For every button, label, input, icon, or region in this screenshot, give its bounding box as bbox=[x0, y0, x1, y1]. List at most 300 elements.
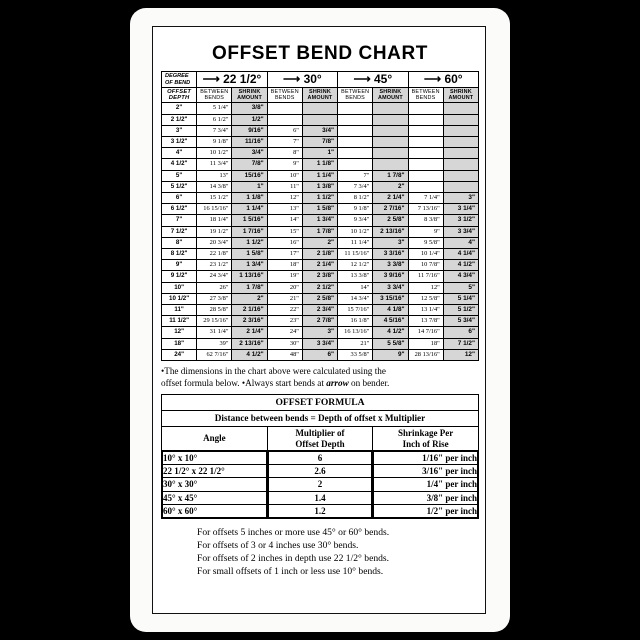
footer-line-4: For small offsets of 1 inch or less use 10° bends. bbox=[197, 566, 384, 578]
cell-between-bends: 14 7/16" bbox=[408, 327, 443, 338]
cell-between-bends: 20 3/4" bbox=[197, 237, 232, 248]
offset-depth-line2: DEPTH bbox=[168, 95, 190, 102]
between-bends-line2: BENDS bbox=[345, 95, 365, 102]
table-row bbox=[162, 204, 479, 215]
between-bends-line1: BETWEEN bbox=[200, 88, 229, 95]
formula-table-body bbox=[162, 395, 479, 519]
cell-shrink-amount: 2 1/2" bbox=[302, 282, 337, 293]
cell-shrink-amount: 1 1/8" bbox=[302, 159, 337, 170]
table-row bbox=[162, 248, 479, 259]
cell-shrink-amount: 2 13/16" bbox=[373, 226, 408, 237]
formula-angle-value: 45° x 45° bbox=[163, 491, 267, 504]
cell-shrink-amount: 1 5/8" bbox=[302, 204, 337, 215]
cell-between-bends bbox=[408, 125, 443, 136]
cell-between-bends: 14 3/4" bbox=[338, 293, 373, 304]
cell-shrink-amount bbox=[443, 136, 478, 147]
note-line2-pre: offset formula below. •Always start bends at bbox=[161, 377, 327, 388]
cell-between-bends: 9" bbox=[267, 159, 302, 170]
page-title: OFFSET BEND CHART bbox=[211, 43, 429, 64]
cell-shrink-amount: 3 3/4" bbox=[373, 282, 408, 293]
cell-shrink-amount bbox=[443, 114, 478, 125]
cell-shrink-amount bbox=[373, 136, 408, 147]
cell-shrink-amount: 15/16" bbox=[232, 170, 267, 181]
cell-between-bends bbox=[338, 136, 373, 147]
cell-between-bends: 13 3/8" bbox=[338, 271, 373, 282]
formula-multiplier-value: 2 bbox=[268, 478, 372, 491]
between-bends-line2: BENDS bbox=[415, 95, 436, 102]
cell-shrink-amount: 1 1/2" bbox=[302, 192, 337, 203]
table-row bbox=[162, 103, 479, 114]
subheader-shrink-amount-60 bbox=[443, 88, 478, 103]
cell-shrink-amount bbox=[373, 103, 408, 114]
between-bends-line2: BENDS bbox=[274, 95, 295, 102]
chart-note-line2 bbox=[161, 378, 479, 390]
cell-between-bends: 13" bbox=[197, 170, 232, 181]
cell-shrink-amount: 2 1/16" bbox=[232, 304, 267, 315]
cell-shrink-amount: 2 5/8" bbox=[373, 215, 408, 226]
subheader-between-bends-45 bbox=[338, 88, 373, 103]
cell-between-bends: 13 7/8" bbox=[408, 316, 443, 327]
shrink-line2: AMOUNT bbox=[307, 95, 333, 102]
cell-shrink-amount: 4" bbox=[443, 237, 478, 248]
cell-between-bends: 28 5/8" bbox=[197, 304, 232, 315]
cell-shrink-amount: 1 5/16" bbox=[232, 215, 267, 226]
cell-between-bends: 7 3/4" bbox=[338, 181, 373, 192]
table-row bbox=[162, 181, 479, 192]
shrink-line2: AMOUNT bbox=[237, 95, 262, 102]
cell-shrink-amount: 4 1/2" bbox=[373, 327, 408, 338]
cell-offset-depth: 11" bbox=[162, 304, 197, 315]
list-item bbox=[163, 452, 267, 465]
cell-shrink-amount bbox=[373, 125, 408, 136]
bend-table-angle-header-row bbox=[162, 72, 479, 88]
footer-guidance bbox=[161, 526, 479, 578]
formula-subtitle: Distance between bends = Depth of offset x Multiplier bbox=[162, 411, 479, 427]
cell-shrink-amount: 1 1/4" bbox=[302, 170, 337, 181]
cell-between-bends bbox=[408, 114, 443, 125]
cell-offset-depth: 12" bbox=[162, 327, 197, 338]
shrinkage-head-line1: Shrinkage Per bbox=[398, 428, 454, 438]
angle-label-60: 60° bbox=[444, 72, 463, 86]
cell-shrink-amount: 1 1/8" bbox=[232, 192, 267, 203]
formula-angle-value: 60° x 60° bbox=[163, 504, 267, 517]
angle-label-30: 30° bbox=[303, 72, 322, 86]
cell-shrink-amount: 4 1/4" bbox=[443, 248, 478, 259]
formula-shrinkage-list bbox=[373, 451, 478, 518]
formula-multiplier-column bbox=[267, 451, 373, 519]
cell-between-bends: 18 1/4" bbox=[197, 215, 232, 226]
table-row bbox=[162, 192, 479, 203]
cell-shrink-amount: 9/16" bbox=[232, 125, 267, 136]
cell-between-bends: 30" bbox=[267, 338, 302, 349]
cell-between-bends: 10 7/8" bbox=[408, 260, 443, 271]
formula-title-row bbox=[162, 395, 479, 411]
table-row bbox=[162, 260, 479, 271]
cell-shrink-amount: 5 1/2" bbox=[443, 304, 478, 315]
formula-angle-value: 22 1/2° x 22 1/2° bbox=[163, 465, 267, 478]
table-row bbox=[162, 136, 479, 147]
cell-shrink-amount bbox=[373, 148, 408, 159]
formula-shrinkage-value: 1/16" per inch bbox=[374, 452, 478, 465]
cell-shrink-amount: 6" bbox=[443, 327, 478, 338]
shrink-line1: SHRINK bbox=[379, 88, 402, 95]
cell-between-bends: 12 5/8" bbox=[408, 293, 443, 304]
cell-shrink-amount bbox=[373, 114, 408, 125]
list-item bbox=[268, 452, 372, 465]
subheader-between-bends-22-5 bbox=[197, 88, 232, 103]
cell-between-bends: 10 1/2" bbox=[197, 148, 232, 159]
cell-offset-depth: 4 1/2" bbox=[162, 159, 197, 170]
cell-between-bends bbox=[408, 148, 443, 159]
cell-shrink-amount: 2" bbox=[302, 237, 337, 248]
cell-shrink-amount: 2 1/8" bbox=[302, 248, 337, 259]
shrink-line1: SHRINK bbox=[309, 88, 331, 95]
bend-table-subheader-row bbox=[162, 88, 479, 103]
cell-between-bends: 9 5/8" bbox=[408, 237, 443, 248]
degree-of-bend-header bbox=[162, 72, 197, 88]
cell-offset-depth: 7 1/2" bbox=[162, 226, 197, 237]
cell-between-bends: 9 1/8" bbox=[197, 136, 232, 147]
formula-angle-value: 10° x 10° bbox=[163, 452, 267, 465]
cell-shrink-amount: 2 1/4" bbox=[373, 192, 408, 203]
cell-between-bends: 7" bbox=[338, 170, 373, 181]
cell-between-bends: 16 1/8" bbox=[338, 316, 373, 327]
cell-shrink-amount: 1 3/8" bbox=[302, 181, 337, 192]
cell-offset-depth: 18" bbox=[162, 338, 197, 349]
multiplier-head-line1: Multiplier of bbox=[295, 428, 345, 438]
subheader-shrink-amount-45 bbox=[373, 88, 408, 103]
cell-between-bends: 6" bbox=[267, 125, 302, 136]
cell-between-bends: 11 3/4" bbox=[197, 159, 232, 170]
cell-shrink-amount bbox=[443, 148, 478, 159]
cell-between-bends: 26" bbox=[197, 282, 232, 293]
cell-offset-depth: 11 1/2" bbox=[162, 316, 197, 327]
cell-between-bends: 12 1/2" bbox=[338, 260, 373, 271]
cell-shrink-amount: 2 3/8" bbox=[302, 271, 337, 282]
cell-shrink-amount: 1" bbox=[302, 148, 337, 159]
cell-between-bends: 33 5/8" bbox=[338, 349, 373, 360]
cell-shrink-amount bbox=[302, 103, 337, 114]
cell-between-bends: 24" bbox=[267, 327, 302, 338]
cell-between-bends: 16" bbox=[267, 237, 302, 248]
cell-offset-depth: 5" bbox=[162, 170, 197, 181]
cell-shrink-amount: 1 7/16" bbox=[232, 226, 267, 237]
cell-between-bends bbox=[408, 159, 443, 170]
cell-between-bends: 9" bbox=[408, 226, 443, 237]
angle-label-22-5: 22 1/2° bbox=[223, 72, 262, 86]
cell-shrink-amount: 5 5/8" bbox=[373, 338, 408, 349]
cell-shrink-amount: 3/4" bbox=[232, 148, 267, 159]
cell-shrink-amount: 5 3/4" bbox=[443, 316, 478, 327]
list-item bbox=[374, 478, 478, 491]
offset-formula-table bbox=[161, 394, 479, 519]
table-row bbox=[162, 159, 479, 170]
cell-between-bends: 7 13/16" bbox=[408, 204, 443, 215]
list-item bbox=[163, 465, 267, 478]
cell-shrink-amount: 5" bbox=[443, 282, 478, 293]
list-item bbox=[268, 504, 372, 517]
table-row bbox=[162, 327, 479, 338]
between-bends-line1: BETWEEN bbox=[411, 88, 440, 95]
cell-shrink-amount: 2 1/4" bbox=[302, 260, 337, 271]
cell-offset-depth: 5 1/2" bbox=[162, 181, 197, 192]
cell-shrink-amount: 1 7/8" bbox=[232, 282, 267, 293]
cell-between-bends: 15 7/16" bbox=[338, 304, 373, 315]
cell-between-bends: 10 1/4" bbox=[408, 248, 443, 259]
cell-between-bends bbox=[338, 103, 373, 114]
degree-of-bend-label-line1: DEGREE bbox=[165, 72, 189, 79]
arrow-right-icon: ⟶ bbox=[423, 72, 442, 87]
cell-shrink-amount: 3 3/4" bbox=[302, 338, 337, 349]
cell-between-bends: 18" bbox=[267, 260, 302, 271]
arrow-right-icon: ⟶ bbox=[353, 72, 371, 87]
cell-between-bends: 8" bbox=[267, 148, 302, 159]
cell-shrink-amount: 3" bbox=[373, 237, 408, 248]
cell-shrink-amount: 3 3/8" bbox=[373, 260, 408, 271]
cell-shrink-amount bbox=[443, 170, 478, 181]
cell-shrink-amount: 5 1/4" bbox=[443, 293, 478, 304]
chart-note-line1: •The dimensions in the chart above were calculated using the bbox=[161, 366, 386, 376]
cell-shrink-amount: 3 9/16" bbox=[373, 271, 408, 282]
formula-col-angle-header: Angle bbox=[162, 427, 268, 451]
cell-between-bends: 21" bbox=[338, 338, 373, 349]
table-row bbox=[162, 349, 479, 360]
chart-note bbox=[161, 366, 479, 389]
cell-offset-depth: 2 1/2" bbox=[162, 114, 197, 125]
formula-shrinkage-value: 1/2" per inch bbox=[374, 504, 478, 517]
shrink-line2: AMOUNT bbox=[377, 95, 403, 102]
cell-offset-depth: 10" bbox=[162, 282, 197, 293]
between-bends-line2: BENDS bbox=[204, 95, 225, 102]
cell-between-bends bbox=[267, 114, 302, 125]
list-item bbox=[268, 478, 372, 491]
formula-col-multiplier-header bbox=[267, 427, 373, 451]
cell-offset-depth: 8" bbox=[162, 237, 197, 248]
cell-between-bends: 27 3/8" bbox=[197, 293, 232, 304]
cell-shrink-amount: 3" bbox=[443, 192, 478, 203]
cell-between-bends: 7" bbox=[267, 136, 302, 147]
shrink-line1: SHRINK bbox=[238, 88, 261, 95]
cell-between-bends: 19" bbox=[267, 271, 302, 282]
cell-between-bends: 10" bbox=[267, 170, 302, 181]
arrow-right-icon: ⟶ bbox=[202, 72, 220, 87]
cell-between-bends: 19 1/2" bbox=[197, 226, 232, 237]
cell-offset-depth: 7" bbox=[162, 215, 197, 226]
cell-shrink-amount: 2 3/16" bbox=[232, 316, 267, 327]
cell-between-bends: 12" bbox=[408, 282, 443, 293]
cell-offset-depth: 2" bbox=[162, 103, 197, 114]
list-item bbox=[268, 491, 372, 504]
cell-shrink-amount: 2 7/16" bbox=[373, 204, 408, 215]
list-item bbox=[163, 491, 267, 504]
cell-offset-depth: 8 1/2" bbox=[162, 248, 197, 259]
cell-shrink-amount: 4 1/8" bbox=[373, 304, 408, 315]
cell-between-bends bbox=[408, 103, 443, 114]
formula-body-row bbox=[162, 451, 479, 519]
cell-between-bends: 18" bbox=[408, 338, 443, 349]
cell-between-bends bbox=[408, 181, 443, 192]
cell-shrink-amount: 1" bbox=[232, 181, 267, 192]
cell-shrink-amount: 1 3/4" bbox=[302, 215, 337, 226]
formula-shrinkage-column bbox=[373, 451, 479, 519]
formula-angle-column bbox=[162, 451, 268, 519]
list-item bbox=[374, 465, 478, 478]
formula-multiplier-value: 1.2 bbox=[268, 504, 372, 517]
angle-header-45 bbox=[338, 72, 408, 88]
cell-between-bends: 21" bbox=[267, 293, 302, 304]
note-line2-post: on bender. bbox=[348, 377, 390, 388]
formula-col-shrinkage-header bbox=[373, 427, 479, 451]
table-row bbox=[162, 148, 479, 159]
cell-shrink-amount: 2 7/8" bbox=[302, 316, 337, 327]
formula-multiplier-value: 6 bbox=[268, 452, 372, 465]
list-item bbox=[268, 465, 372, 478]
cell-between-bends: 22 1/8" bbox=[197, 248, 232, 259]
cell-offset-depth: 4" bbox=[162, 148, 197, 159]
cell-shrink-amount bbox=[443, 159, 478, 170]
cell-shrink-amount: 1 1/4" bbox=[232, 204, 267, 215]
card-border-frame bbox=[152, 26, 486, 614]
formula-shrinkage-value: 3/16" per inch bbox=[374, 465, 478, 478]
cell-between-bends: 15 1/2" bbox=[197, 192, 232, 203]
cell-between-bends: 6 1/2" bbox=[197, 114, 232, 125]
angle-header-30 bbox=[267, 72, 337, 88]
cell-between-bends: 10 1/2" bbox=[338, 226, 373, 237]
cell-offset-depth: 3 1/2" bbox=[162, 136, 197, 147]
footer-line-2: For offsets of 3 or 4 inches use 30° bends. bbox=[197, 540, 359, 552]
formula-multiplier-list bbox=[268, 451, 373, 518]
cell-between-bends: 11" bbox=[267, 181, 302, 192]
formula-shrinkage-value: 1/4" per inch bbox=[374, 478, 478, 491]
cell-between-bends bbox=[408, 136, 443, 147]
footer-line-1: For offsets 5 inches or more use 45° or 60° bends. bbox=[197, 527, 390, 539]
cell-shrink-amount: 2" bbox=[373, 181, 408, 192]
bend-table-body bbox=[162, 72, 479, 361]
card-content bbox=[161, 33, 479, 578]
cell-shrink-amount: 7/8" bbox=[302, 136, 337, 147]
cell-shrink-amount: 1 7/8" bbox=[373, 170, 408, 181]
cell-between-bends: 8 3/8" bbox=[408, 215, 443, 226]
cell-between-bends: 9 3/4" bbox=[338, 215, 373, 226]
cell-shrink-amount bbox=[443, 125, 478, 136]
cell-between-bends: 62 7/16" bbox=[197, 349, 232, 360]
shrinkage-head-line2: Inch of Rise bbox=[402, 438, 449, 449]
cell-between-bends: 23 1/2" bbox=[197, 260, 232, 271]
cell-offset-depth: 9 1/2" bbox=[162, 271, 197, 282]
footer-line-3: For offsets of 2 inches in depth use 22 1/2° bends. bbox=[197, 553, 390, 565]
cell-offset-depth: 6" bbox=[162, 192, 197, 203]
cell-shrink-amount bbox=[373, 159, 408, 170]
cell-shrink-amount bbox=[443, 103, 478, 114]
cell-shrink-amount: 2 13/16" bbox=[232, 338, 267, 349]
cell-shrink-amount: 9" bbox=[373, 349, 408, 360]
cell-shrink-amount: 3 3/16" bbox=[373, 248, 408, 259]
cell-shrink-amount: 3 1/4" bbox=[443, 204, 478, 215]
cell-shrink-amount: 4 1/2" bbox=[443, 260, 478, 271]
table-row bbox=[162, 226, 479, 237]
cell-shrink-amount: 4 5/16" bbox=[373, 316, 408, 327]
cell-between-bends: 16 13/16" bbox=[338, 327, 373, 338]
cell-between-bends: 13" bbox=[267, 204, 302, 215]
between-bends-line1: BETWEEN bbox=[270, 88, 299, 95]
cell-shrink-amount: 4 1/2" bbox=[232, 349, 267, 360]
subheader-between-bends-30 bbox=[267, 88, 302, 103]
subheader-shrink-amount-22-5 bbox=[232, 88, 267, 103]
cell-between-bends: 12" bbox=[267, 192, 302, 203]
formula-angle-value: 30° x 30° bbox=[163, 478, 267, 491]
cell-shrink-amount: 4 3/4" bbox=[443, 271, 478, 282]
list-item bbox=[374, 504, 478, 517]
angle-label-45: 45° bbox=[374, 72, 393, 86]
list-item bbox=[163, 504, 267, 517]
cell-between-bends: 14" bbox=[338, 282, 373, 293]
list-item bbox=[163, 478, 267, 491]
cell-shrink-amount bbox=[443, 181, 478, 192]
cell-between-bends: 14 3/8" bbox=[197, 181, 232, 192]
offset-bend-table bbox=[161, 71, 479, 361]
cell-shrink-amount: 1 3/4" bbox=[232, 260, 267, 271]
cell-shrink-amount bbox=[302, 114, 337, 125]
list-item bbox=[374, 452, 478, 465]
cell-between-bends: 11 7/16" bbox=[408, 271, 443, 282]
cell-between-bends: 22" bbox=[267, 304, 302, 315]
cell-between-bends: 14" bbox=[267, 215, 302, 226]
table-row bbox=[162, 282, 479, 293]
angle-header-60 bbox=[408, 72, 478, 88]
table-row bbox=[162, 338, 479, 349]
table-row bbox=[162, 170, 479, 181]
cell-between-bends: 9 1/8" bbox=[338, 204, 373, 215]
cell-between-bends: 20" bbox=[267, 282, 302, 293]
cell-shrink-amount: 1 7/8" bbox=[302, 226, 337, 237]
cell-between-bends: 17" bbox=[267, 248, 302, 259]
subheader-offset-depth bbox=[162, 88, 197, 103]
cell-shrink-amount: 7/8" bbox=[232, 159, 267, 170]
arrow-right-icon: ⟶ bbox=[283, 72, 301, 87]
cell-shrink-amount: 2 3/4" bbox=[302, 304, 337, 315]
cell-between-bends: 24 3/4" bbox=[197, 271, 232, 282]
cell-shrink-amount: 3 15/16" bbox=[373, 293, 408, 304]
formula-multiplier-value: 2.6 bbox=[268, 465, 372, 478]
cell-shrink-amount: 3/4" bbox=[302, 125, 337, 136]
table-row bbox=[162, 316, 479, 327]
cell-shrink-amount: 2 1/4" bbox=[232, 327, 267, 338]
cell-shrink-amount: 3/8" bbox=[232, 103, 267, 114]
table-row bbox=[162, 125, 479, 136]
table-row bbox=[162, 237, 479, 248]
cell-between-bends: 5 1/4" bbox=[197, 103, 232, 114]
cell-between-bends: 29 15/16" bbox=[197, 316, 232, 327]
cell-between-bends bbox=[338, 114, 373, 125]
formula-angle-list bbox=[162, 451, 267, 518]
cell-shrink-amount: 3 1/2" bbox=[443, 215, 478, 226]
reference-card bbox=[130, 8, 510, 632]
cell-shrink-amount: 7 1/2" bbox=[443, 338, 478, 349]
cell-offset-depth: 3" bbox=[162, 125, 197, 136]
table-row bbox=[162, 215, 479, 226]
cell-offset-depth: 10 1/2" bbox=[162, 293, 197, 304]
subheader-shrink-amount-30 bbox=[302, 88, 337, 103]
cell-between-bends bbox=[338, 159, 373, 170]
degree-of-bend-label-line2: OF BEND bbox=[165, 79, 191, 86]
cell-between-bends bbox=[338, 125, 373, 136]
formula-multiplier-value: 1.4 bbox=[268, 491, 372, 504]
table-row bbox=[162, 271, 479, 282]
cell-between-bends bbox=[267, 103, 302, 114]
cell-shrink-amount: 3 3/4" bbox=[443, 226, 478, 237]
formula-shrinkage-value: 3/8" per inch bbox=[374, 491, 478, 504]
cell-between-bends: 28 13/16" bbox=[408, 349, 443, 360]
